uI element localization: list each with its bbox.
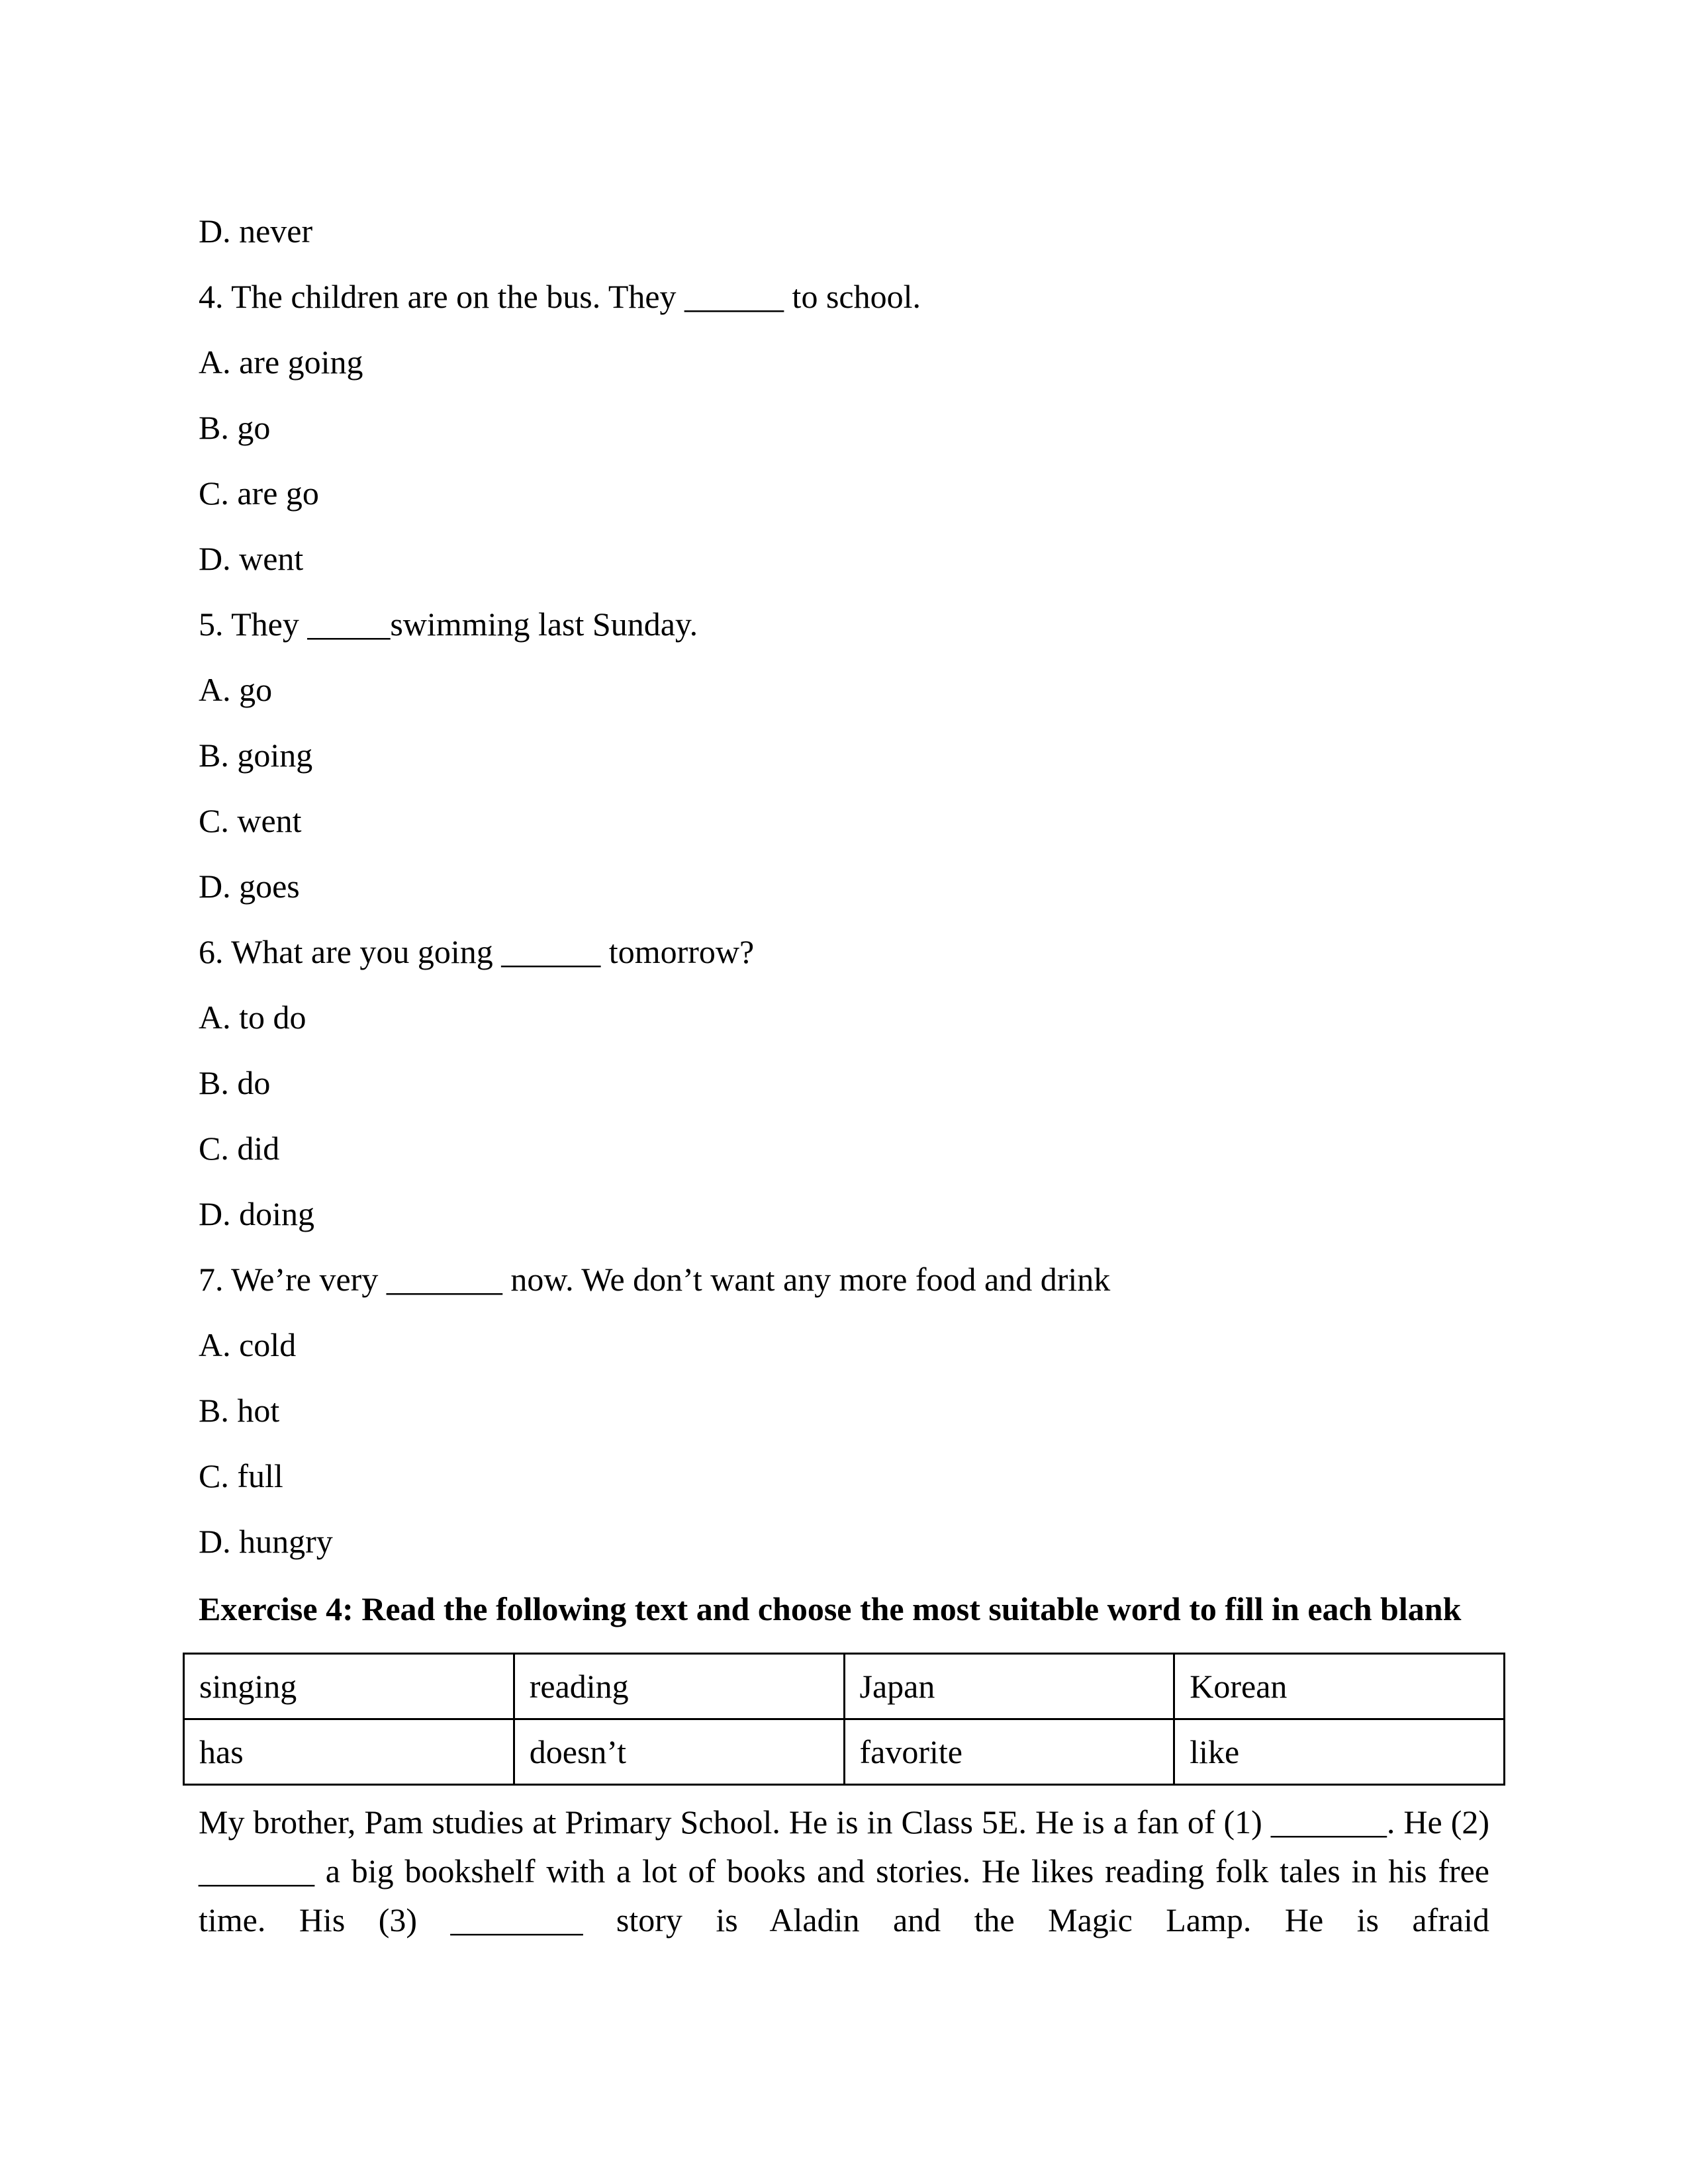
answer-option: A. cold <box>199 1326 297 1363</box>
answer-option: B. hot <box>199 1392 280 1429</box>
answer-option: D. never <box>199 212 313 250</box>
word-bank-cell: doesn’t <box>514 1719 844 1785</box>
answer-option: C. did <box>199 1130 280 1167</box>
word-bank-cell: favorite <box>844 1719 1174 1785</box>
answer-option: D. doing <box>199 1195 314 1232</box>
question-text: 4. The children are on the bus. They ______ to school. <box>199 278 921 315</box>
answer-option: A. go <box>199 671 273 708</box>
answer-option: C. are go <box>199 475 319 512</box>
question-text: 7. We’re very _______ now. We don’t want any more food and drink <box>199 1261 1111 1298</box>
answer-option: B. do <box>199 1064 271 1101</box>
answer-option: A. to do <box>199 999 306 1036</box>
reading-passage: My brother, Pam studies at Primary School. He is in Class 5E. He is a fan of (1) _______. He (2) _______ a big bookshelf with a lot of books and stories. He likes reading folk tales in his free time. His (3) ________ story is Aladin and the Magic Lamp. He is afraid <box>199 1803 1498 1938</box>
answer-option: C. full <box>199 1457 283 1494</box>
word-bank-table <box>183 1653 1505 1786</box>
answer-option: B. go <box>199 409 271 446</box>
answer-option: C. went <box>199 802 302 839</box>
multiple-choice-section <box>199 199 1489 1574</box>
exercise-heading: Exercise 4: Read the following text and choose the most suitable word to fill in each blank <box>199 1590 1462 1627</box>
word-bank-cell: has <box>184 1719 514 1785</box>
answer-option: D. went <box>199 540 304 577</box>
word-bank-row <box>184 1654 1505 1719</box>
word-bank-cell: singing <box>184 1654 514 1719</box>
question-text: 6. What are you going ______ tomorrow? <box>199 933 755 970</box>
question-text: 5. They _____swimming last Sunday. <box>199 606 698 643</box>
word-bank-cell: reading <box>514 1654 844 1719</box>
word-bank-cell: Japan <box>844 1654 1174 1719</box>
answer-option: D. goes <box>199 868 300 905</box>
word-bank-row <box>184 1719 1505 1785</box>
answer-option: B. going <box>199 737 313 774</box>
word-bank-cell: like <box>1174 1719 1505 1785</box>
answer-option: D. hungry <box>199 1523 333 1560</box>
word-bank-cell: Korean <box>1174 1654 1505 1719</box>
answer-option: A. are going <box>199 343 363 381</box>
